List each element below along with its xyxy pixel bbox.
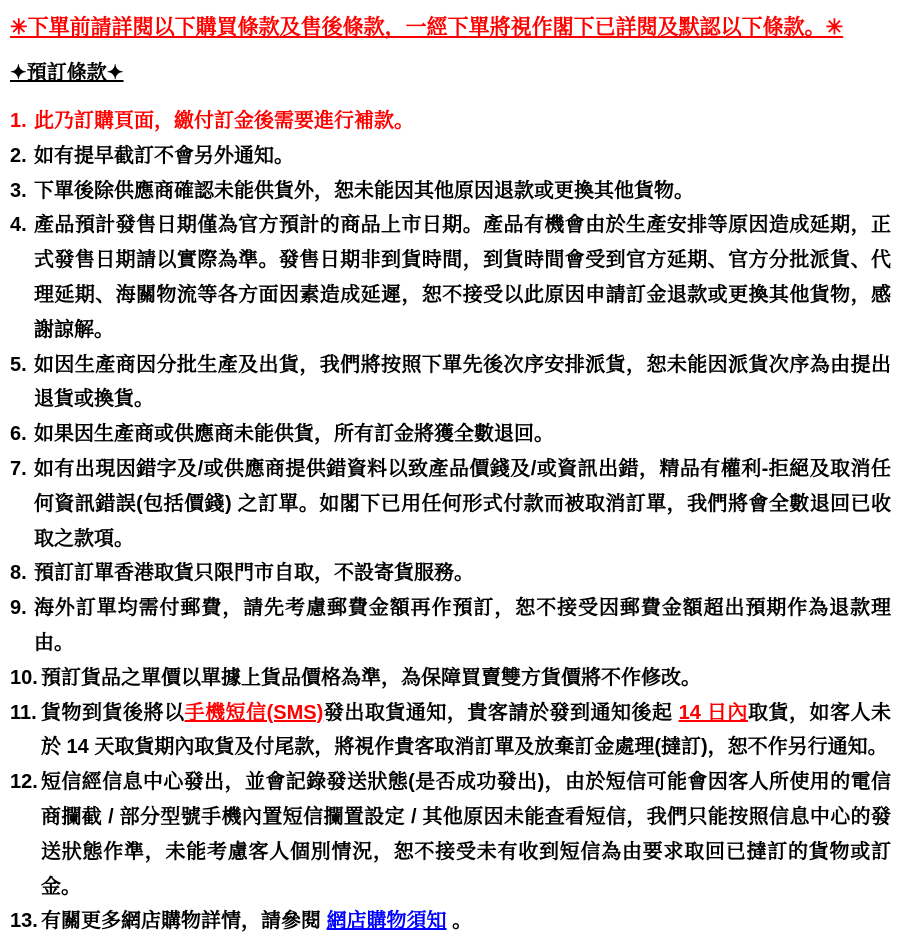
term-item-13 — [10, 904, 891, 939]
text-segment: 如有提早截訂不會另外通知。 — [34, 144, 294, 167]
term-number: 1. — [10, 110, 27, 132]
term-text — [34, 354, 891, 411]
store-shopping-guide-link[interactable]: 網店購物須知 — [326, 910, 447, 933]
section-title: ✦預訂條款✦ — [10, 62, 124, 84]
term-text — [34, 562, 474, 584]
sms-notice-highlight: 手機短信(SMS) — [184, 701, 324, 724]
term-text — [34, 458, 891, 550]
term-number: 6. — [10, 423, 27, 446]
text-segment: 發出取貨通知，貴客請於發到通知後起 — [323, 701, 679, 724]
term-text — [41, 667, 701, 689]
text-segment: 取貨，如客人未於 14 天取貨期內取貨及付尾款，將視作貴客取消訂單及放棄訂金處理(撻訂)，恕不作另行通知。 — [41, 701, 892, 759]
text-segment: 產品預計發售日期僅為官方預計的商品上市日期。產品有機會由於生產安排等原因造成延期，正式發售日期請以實際為準。發售日期非到貨時間，到貨時間會受到官方延期、官方分批派貨、代理延期、海關物流等各方面因素造成延遲，恕不接受以此原因申請訂金退款或更換其他貨物，感謝諒解。 — [34, 214, 891, 341]
term-number: 2. — [10, 144, 27, 167]
text-segment: 有關更多網店購物詳情，請參閱 — [41, 910, 327, 933]
term-number: 4. — [10, 214, 27, 237]
term-item-5 — [10, 348, 891, 418]
term-item-7 — [10, 452, 891, 556]
term-text — [34, 214, 891, 340]
term-number: 7. — [10, 457, 27, 480]
term-number: 5. — [10, 353, 27, 376]
pickup-deadline-highlight: 14 日內 — [678, 701, 748, 724]
term-number: 8. — [10, 562, 27, 585]
term-item-3 — [10, 174, 891, 209]
term-number: 3. — [10, 179, 27, 202]
term-item-2 — [10, 139, 891, 174]
term-text — [34, 145, 294, 167]
section-title-row — [10, 56, 891, 91]
text-segment: 短信經信息中心發出，並會記錄發送狀態(是否成功發出)，由於短信可能會因客人所使用的電信商攔截 / 部分型號手機內置短信攔置設定 / 其他原因未能查看短信，我們只能按照信息中心的發送狀態作準，未能考慮客人個別情況，恕不接受未有收到短信為由要求取回已撻訂的貨物或訂金。 — [41, 771, 891, 898]
term-number: 9. — [10, 597, 27, 620]
term-item-12 — [10, 765, 891, 904]
term-number: 10. — [10, 666, 38, 689]
term-item-4 — [10, 208, 891, 347]
term-item-6 — [10, 417, 891, 452]
term-text — [34, 597, 891, 654]
text-segment: 如有出現因錯字及/或供應商提供錯資料以致產品價錢及/或資訊出錯，精品有權利-拒絕及取消任何資訊錯誤(包括價錢) 之訂單。如閣下已用任何形式付款而被取消訂單，我們將會全數退回已收取之款項。 — [34, 457, 891, 550]
term-text — [34, 110, 414, 132]
term-item-9 — [10, 591, 891, 661]
text-segment: 此乃訂購頁面，繳付訂金後需要進行補款。 — [34, 110, 414, 132]
text-segment: 如果因生產商或供應商未能供貨，所有訂金將獲全數退回。 — [34, 423, 554, 446]
term-text — [34, 180, 694, 202]
term-text — [41, 771, 891, 897]
text-segment: 如因生產商因分批生產及出貨，我們將按照下單先後次序安排派貨，恕未能因派貨次序為由提出退貨或換貨。 — [34, 353, 891, 411]
term-number: 11. — [10, 701, 37, 724]
term-item-1 — [10, 104, 891, 139]
term-text — [34, 423, 554, 445]
term-item-11 — [10, 696, 891, 766]
text-segment: 下單後除供應商確認未能供貨外，恕未能因其他原因退款或更換其他貨物。 — [34, 179, 694, 202]
term-text — [41, 910, 472, 932]
term-number: 13. — [10, 910, 38, 933]
text-segment: 貨物到貨後將以 — [41, 701, 185, 724]
term-item-10 — [10, 661, 891, 696]
terms-list — [10, 104, 891, 939]
term-number: 12. — [10, 771, 38, 794]
term-item-8 — [10, 556, 891, 591]
term-text — [41, 702, 891, 759]
text-segment: 預訂訂單香港取貨只限門市自取，不設寄貨服務。 — [34, 562, 474, 585]
top-notice: ✳下單前請詳閱以下購買條款及售後條款，一經下單將視作閣下已詳閱及默認以下條款。✳ — [10, 16, 844, 39]
text-segment: 海外訂單均需付郵費，請先考慮郵費金額再作預訂，恕不接受因郵費金額超出預期作為退款理由。 — [34, 597, 891, 654]
text-segment: 預訂貨品之單價以單據上貨品價格為準，為保障買賣雙方貨價將不作修改。 — [41, 666, 701, 689]
text-segment: 。 — [446, 910, 473, 933]
